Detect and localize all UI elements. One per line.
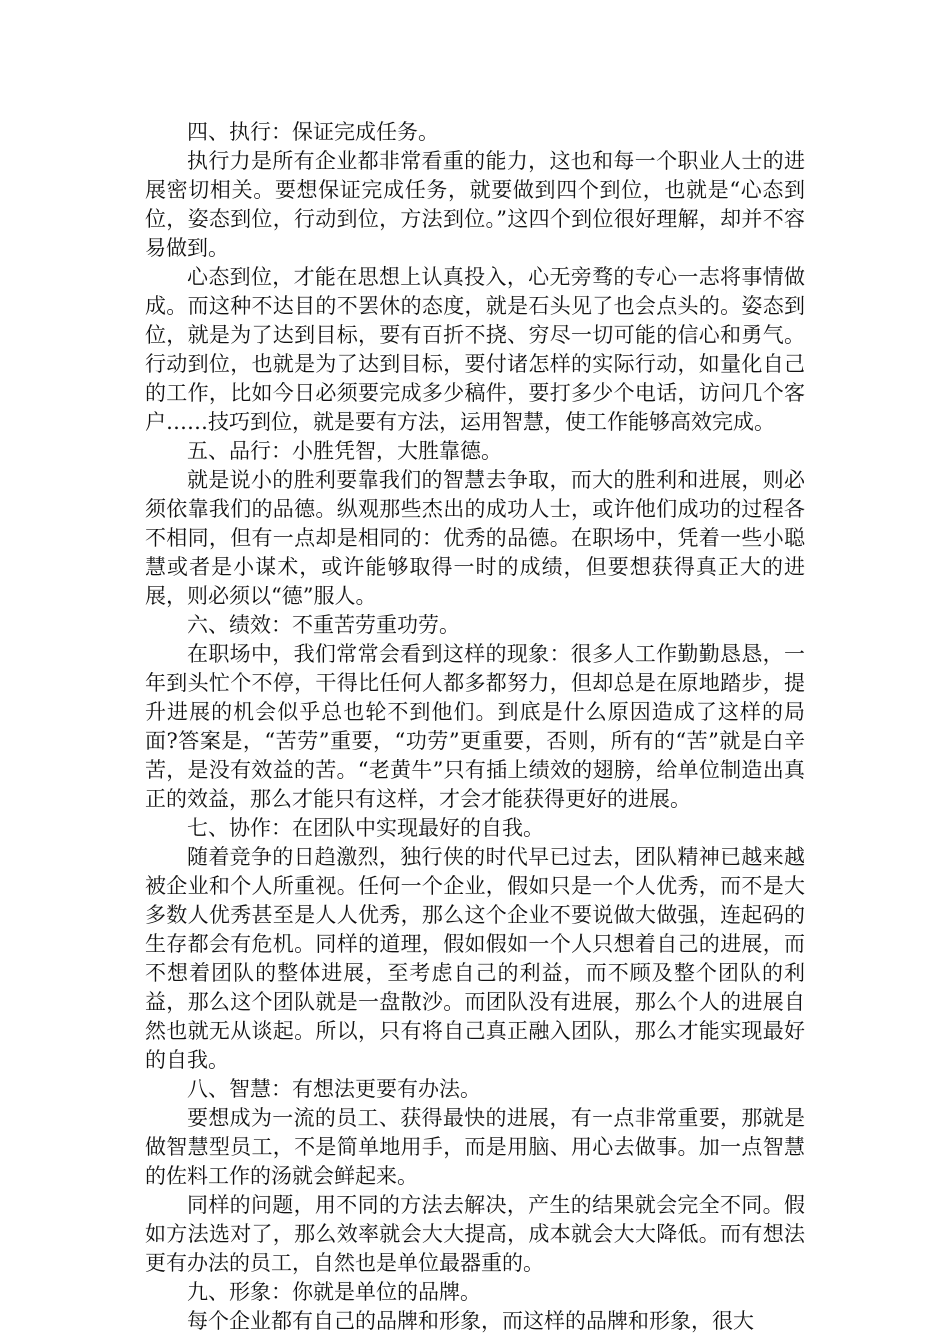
paragraph: 心态到位，才能在思想上认真投入，心无旁骛的专心一志将事情做成。而这种不达目的不罢休的态度，就是石头见了也会点头的。姿态到位，就是为了达到目标，要有百折不挠、穷尽一切可能的信心和勇气。行动到位，也就是为了达到目标，要付诸怎样的实际行动，如量化自己的工作，比如今日必须要完成多少稿件，要打多少个电话，访问几个客户……技巧到位，就是要有方法，运用智慧，使工作能够高效完成。 (145, 265, 805, 434)
paragraph: 在职场中，我们常常会看到这样的现象：很多人工作勤勤恳恳，一年到头忙个不停，干得比任何人都多都努力，但却总是在原地踏步，提升进展的机会似乎总也轮不到他们。到底是什么原因造成了这样的局面?答案是，“苦劳”重要，“功劳”更重要，否则，所有的“苦”就是白辛苦，是没有效益的苦。“老黄牛”只有插上绩效的翅膀，给单位制造出真正的效益，那么才能只有这样，才会才能获得更好的进展。 (145, 642, 805, 811)
section-heading-performance: 六、绩效：不重苦劳重功劳。 (187, 613, 460, 637)
section-heading-image: 九、形象：你就是单位的品牌。 (187, 1280, 481, 1304)
document-page (145, 118, 805, 1336)
paragraph: 随着竞争的日趋激烈，独行侠的时代早已过去，团队精神已越来越被企业和个人所重视。任何一个企业，假如只是一个人优秀，而不是大多数人优秀甚至是人人优秀，那么这个企业不要说做大做强，连起码的生存都会有危机。同样的道理，假如假如一个人只想着自己的进展，而不想着团队的整体进展，至考虑自己的利益，而不顾及整个团队的利益，那么这个团队就是一盘散沙。而团队没有进展，那么个人的进展自然也就无从谈起。所以，只有将自己真正融入团队，那么才能实现最好的自我。 (145, 845, 805, 1072)
section-heading-wisdom: 八、智慧：有想法更要有办法。 (187, 1077, 481, 1101)
paragraph: 要想成为一流的员工、获得最快的进展，有一点非常重要，那就是做智慧型员工，不是简单地用手，而是用脑、用心去做事。加一点智慧的佐料工作的汤就会鲜起来。 (145, 1106, 805, 1188)
section-heading-conduct: 五、品行：小胜凭智，大胜靠德。 (187, 439, 502, 463)
paragraph: 每个企业都有自己的品牌和形象，而这样的品牌和形象，很大 (187, 1309, 754, 1333)
paragraph: 执行力是所有企业都非常看重的能力，这也和每一个职业人士的进展密切相关。要想保证完成任务，就要做到四个到位，也就是“心态到位，姿态到位，行动到位，方法到位。”这四个到位很好理解，却并不容易做到。 (145, 149, 805, 260)
section-heading-teamwork: 七、协作：在团队中实现最好的自我。 (187, 816, 544, 840)
paragraph: 就是说小的胜利要靠我们的智慧去争取，而大的胜利和进展，则必须依靠我们的品德。纵观那些杰出的成功人士，或许他们成功的过程各不相同，但有一点却是相同的：优秀的品德。在职场中，凭着一些小聪慧或者是小谋术，或许能够取得一时的成绩，但要想获得真正大的进展，则必须以“德”服人。 (145, 468, 805, 608)
section-heading-execution: 四、执行：保证完成任务。 (187, 120, 439, 144)
paragraph: 同样的问题，用不同的方法去解决，产生的结果就会完全不同。假如方法选对了，那么效率就会大大提高，成本就会大大降低。而有想法更有办法的员工，自然也是单位最器重的。 (145, 1193, 805, 1275)
